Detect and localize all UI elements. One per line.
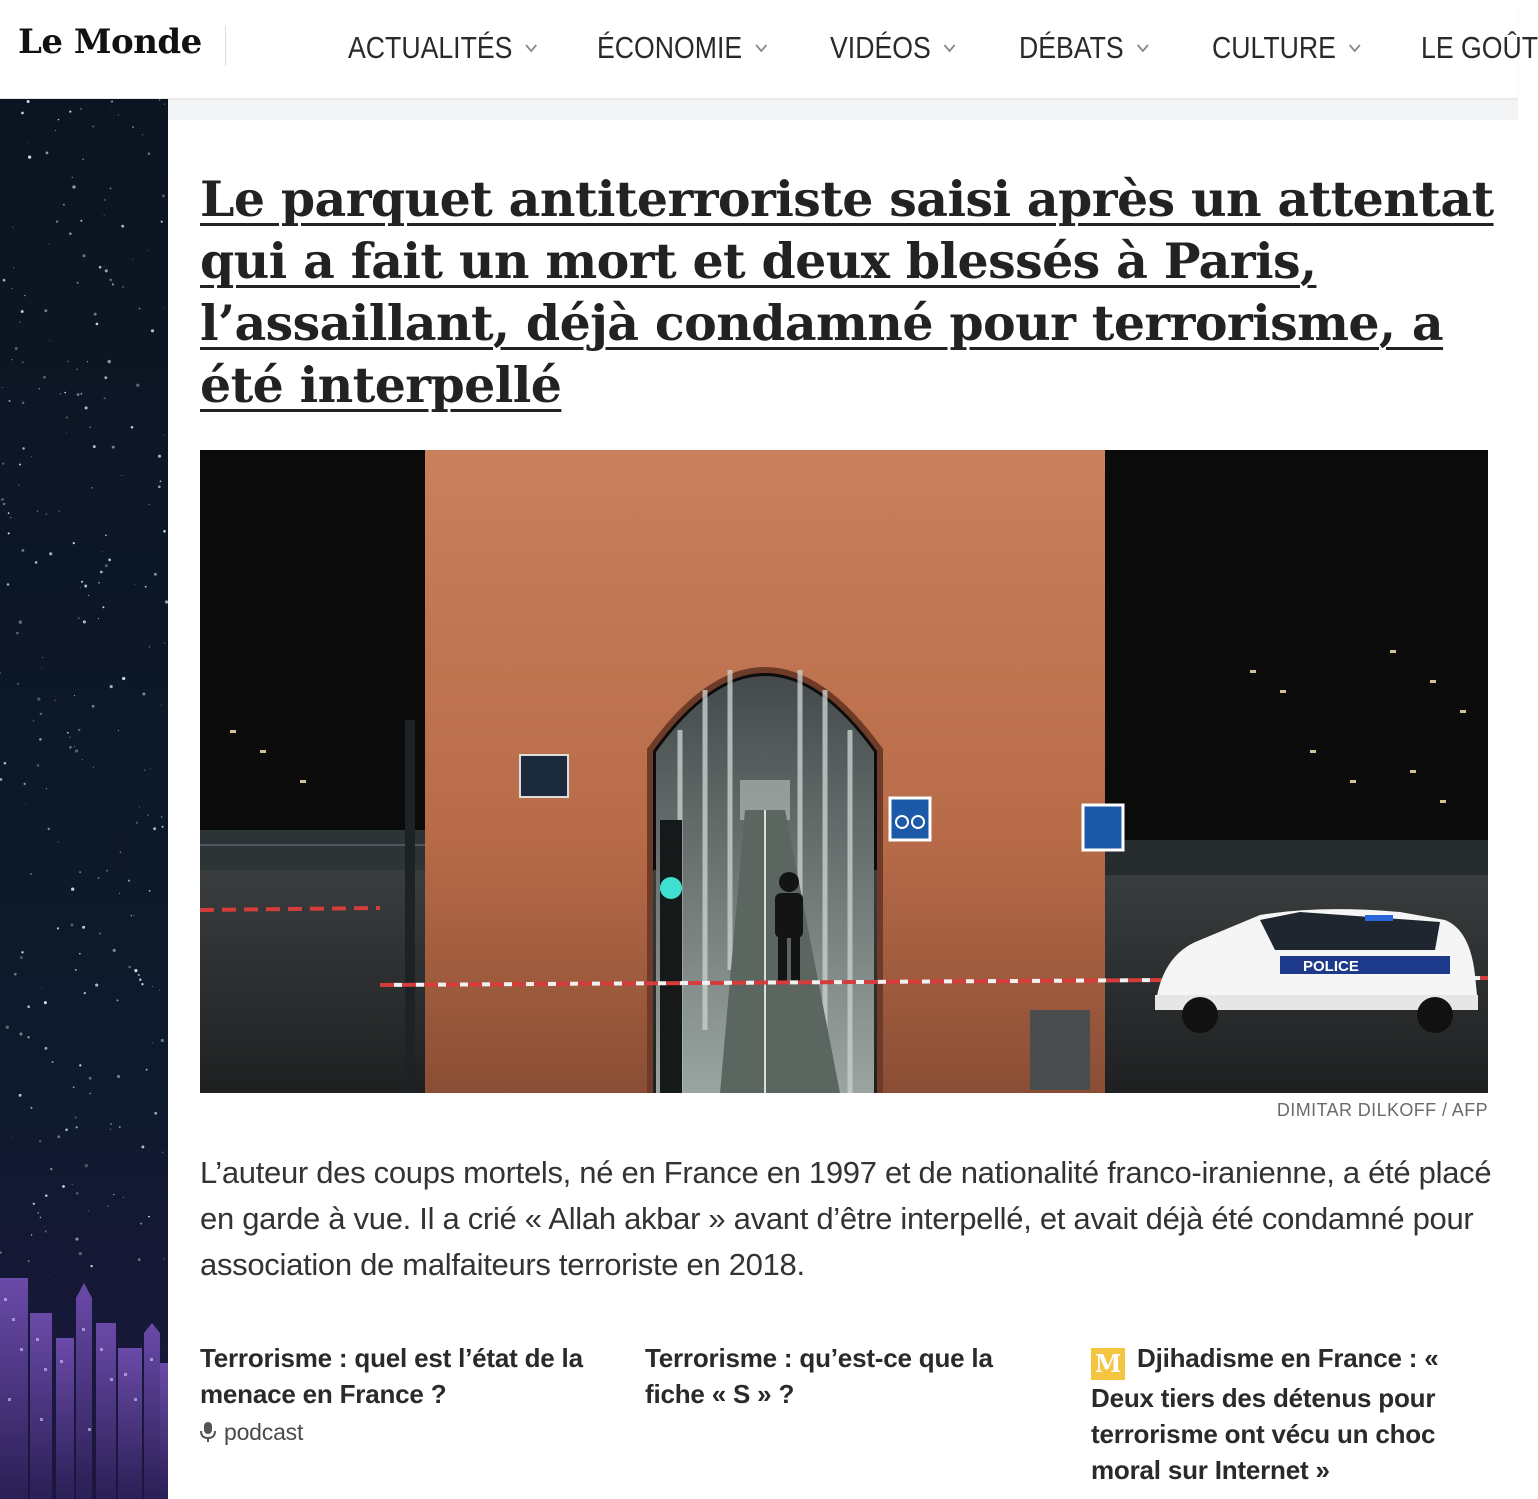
photo-credit: DIMITAR DILKOFF / AFP [1276,1100,1488,1120]
police-car-label: POLICE [1303,958,1359,975]
nav-item-label: CULTURE [1212,30,1336,65]
starry-night-city-illustration [0,98,168,1499]
nav-item-le-gout[interactable] [1421,28,1538,68]
podcast-label: podcast [224,1419,304,1445]
ad-strip [168,98,1518,120]
nav-item-actualites[interactable] [348,28,538,68]
podcast-tag [200,1414,600,1450]
nav-item-label: VIDÉOS [830,30,931,65]
nav-item-label: LE GOÛT [1421,30,1538,65]
article [168,98,1518,1499]
le-monde-m-badge-icon: M [1091,1348,1125,1380]
nav-item-label: ÉCONOMIE [597,30,743,65]
decorative-side-banner [0,98,168,1499]
nav-item-culture[interactable] [1212,28,1362,68]
microphone-icon [200,1421,216,1443]
headline-link[interactable]: Le parquet antiterroriste saisi après un attentat qui a fait un mort et deux blessés à Paris, l’assaillant, déjà condamné pour terrorisme, a été interpellé [200,170,1494,414]
chevron-down-icon [1136,40,1150,56]
article-photo[interactable] [200,450,1488,1093]
nav-item-debats[interactable] [1019,28,1149,68]
chevron-down-icon [524,40,538,56]
le-monde-logo[interactable]: Le Monde [18,22,202,62]
related-article-2[interactable] [645,1340,1045,1412]
related-title[interactable]: Terrorisme : qu’est-ce que la fiche « S » ? [645,1343,993,1409]
chevron-down-icon [943,40,957,56]
bridge-night-scene-image [200,450,1488,1093]
chevron-down-icon [754,40,768,56]
nav-item-videos[interactable] [830,28,957,68]
article-headline[interactable] [200,168,1500,416]
nav-item-economie[interactable] [597,28,768,68]
top-navigation [0,0,1538,99]
article-lead: L’auteur des coups mortels, né en France en 1997 et de nationalité franco-iranienne, a été placé en garde à vue. Il a crié « Allah akbar » avant d’être interpellé, et avait déjà été condamné pour association de malfaiteurs terroriste en 2018. [200,1155,1492,1282]
related-title-text: Djihadisme en France : « Deux tiers des détenus pour terrorisme ont vécu un choc moral sur Internet » [1091,1343,1439,1485]
nav-divider [225,26,226,66]
nav-item-label: ACTUALITÉS [348,30,513,65]
related-article-3[interactable] [1091,1340,1491,1488]
related-article-1[interactable] [200,1340,600,1450]
related-title[interactable]: Terrorisme : quel est l’état de la menace en France ? [200,1343,583,1409]
chevron-down-icon [1348,40,1362,56]
nav-item-label: DÉBATS [1019,30,1124,65]
related-title[interactable] [1091,1340,1491,1488]
